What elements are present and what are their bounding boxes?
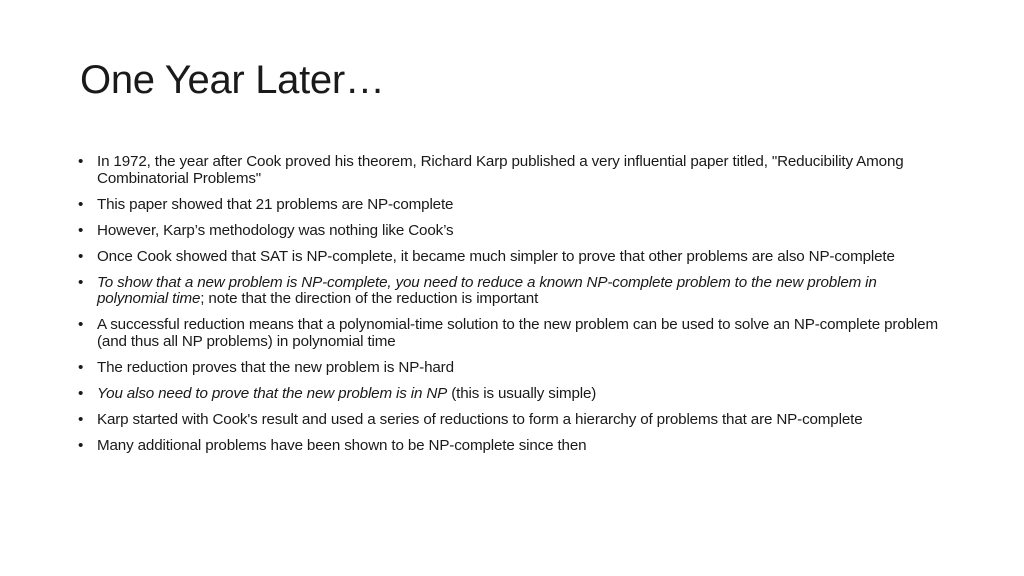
bullet-text: (this is usually simple) — [447, 384, 597, 402]
bullet-dot: • — [78, 384, 84, 402]
bullet-item — [78, 249, 948, 266]
bullet-text: A successful reduction means that a polynomial-time solution to the new problem can be used to solve an NP-complete problem (and thus all NP problems) in polynomial time — [97, 316, 938, 350]
bullet-text: However, Karp’s methodology was nothing like Cook’s — [97, 221, 454, 239]
bullet-dot: • — [78, 410, 84, 428]
bullet-list — [78, 154, 948, 464]
bullet-dot: • — [78, 195, 84, 213]
bullet-item — [78, 223, 948, 240]
bullet-item — [78, 386, 948, 403]
bullet-item — [78, 438, 948, 455]
bullet-dot: • — [78, 273, 84, 291]
bullet-italic: You also need to prove that the new problem is in NP — [97, 384, 448, 402]
bullet-italic: To show that a new problem is NP-complete, you need to reduce a known NP-complete problem to the new problem in polynomial time — [97, 273, 877, 307]
bullet-item — [78, 197, 948, 214]
slide-title: One Year Later… — [80, 58, 385, 102]
bullet-text: Many additional problems have been shown to be NP-complete since then — [97, 436, 587, 454]
bullet-dot: • — [78, 358, 84, 376]
bullet-item — [78, 360, 948, 377]
bullet-text: Once Cook showed that SAT is NP-complete, it became much simpler to prove that other problems are also NP-complete — [97, 247, 895, 265]
bullet-text: In 1972, the year after Cook proved his theorem, Richard Karp published a very influential paper titled, "Reducibility Among Combinatorial Problems" — [97, 153, 904, 187]
bullet-text: ; note that the direction of the reduction is important — [200, 290, 539, 307]
bullet-dot: • — [78, 221, 84, 239]
bullet-text: Karp started with Cook's result and used a series of reductions to form a hierarchy of problems that are NP-complete — [97, 410, 863, 428]
bullet-item — [78, 275, 948, 308]
bullet-dot: • — [78, 316, 84, 333]
bullet-item — [78, 317, 948, 350]
bullet-dot: • — [78, 436, 84, 454]
bullet-dot: • — [78, 153, 84, 170]
bullet-item — [78, 154, 948, 187]
bullet-dot: • — [78, 247, 84, 265]
bullet-text: This paper showed that 21 problems are NP-complete — [97, 195, 454, 213]
bullet-item — [78, 412, 948, 429]
bullet-text: The reduction proves that the new problem is NP-hard — [97, 358, 454, 376]
